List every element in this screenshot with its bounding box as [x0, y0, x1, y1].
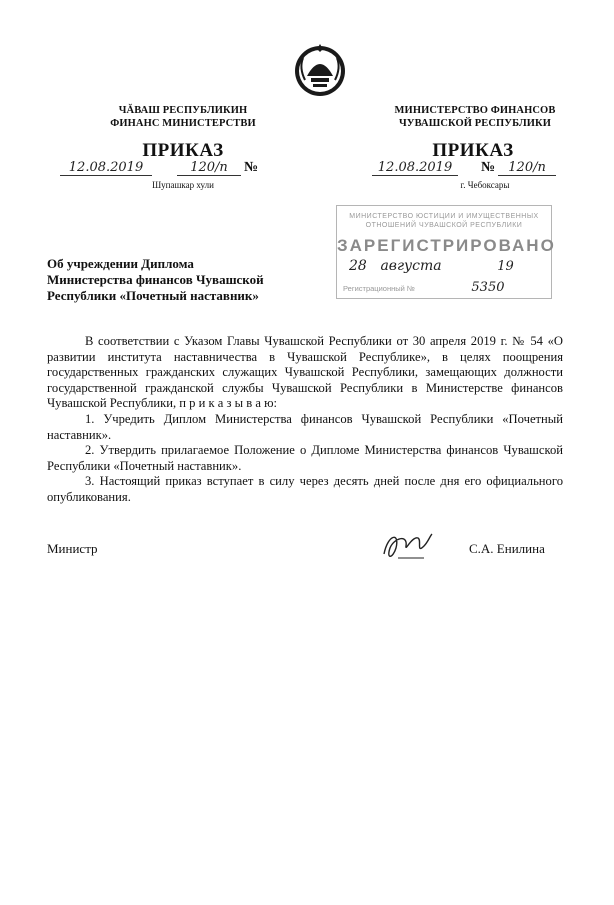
city-right: г. Чебоксары [460, 180, 510, 190]
number-left: 120/п [177, 160, 241, 176]
subject-line3: Республики «Почетный наставник» [47, 288, 259, 303]
stamp-reg-number: 5350 [471, 280, 505, 295]
date-right: 12.08.2019 [372, 160, 458, 176]
stamp-title: ЗАРЕГИСТРИРОВАНО [337, 236, 556, 255]
date-left: 12.08.2019 [60, 160, 152, 176]
stamp-date-day: 28 [349, 258, 367, 274]
order-body [47, 334, 563, 506]
body-paragraph-item1: 1. Учредить Диплом Министерства финансов Чувашской Республики «Почетный наставник». [47, 411, 563, 442]
city-left: Шупашкар хули [152, 180, 214, 190]
header-left-line2: ФИНАНС МИНИСТЕРСТВИ [110, 118, 256, 129]
registration-stamp [336, 205, 556, 299]
handwritten-signature [378, 528, 438, 564]
number-sign-right: № [481, 160, 496, 175]
prikaz-title-right: ПРИКАЗ [432, 140, 514, 161]
body-paragraph-item3: 3. Настоящий приказ вступает в силу через десять дней после дня его официального опубликования. [47, 474, 563, 504]
body-paragraph-preamble: В соответствии с Указом Главы Чувашской Республики от 30 апреля 2019 г. № 54 «О развитии института наставничества в Чувашской Республике», в целях поощрения государственных гражданских служащих Чувашской Республики, замещающих должности государственной гражданской службы Чувашской Республики в Министерстве финансов Чувашской Республики, п р и к а з ы в а ю: [47, 334, 563, 411]
subject-line2: Министерства финансов Чувашской [47, 272, 264, 287]
stamp-date [337, 258, 551, 274]
stamp-reg-row [337, 278, 551, 296]
stamp-date-month: августа [380, 258, 442, 274]
order-subject [47, 256, 327, 304]
stamp-date-year: 19 [497, 259, 514, 274]
stamp-reg-label: Регистрационный № [343, 284, 415, 293]
header-right-line2: ЧУВАШСКОЙ РЕСПУБЛИКИ [398, 118, 552, 129]
date-number-left [60, 160, 290, 176]
header-right-org [390, 104, 560, 130]
number-right: 120/п [498, 160, 556, 176]
header-left-line1: ЧĂВАШ РЕСПУБЛИКИН [118, 105, 248, 116]
header-left-org [98, 104, 268, 130]
date-number-right [372, 160, 592, 176]
stamp-org-line1: МИНИСТЕРСТВО ЮСТИЦИИ И ИМУЩЕСТВЕННЫХ [349, 213, 539, 220]
header-right-line1: МИНИСТЕРСТВО ФИНАНСОВ [394, 105, 556, 116]
stamp-org-line2: ОТНОШЕНИЙ ЧУВАШСКОЙ РЕСПУБЛИКИ [365, 222, 523, 229]
number-sign-left: № [244, 160, 259, 175]
coat-of-arms-emblem [293, 40, 347, 102]
prikaz-title-left: ПРИКАЗ [142, 140, 224, 161]
subject-line1: Об учреждении Диплома [47, 256, 194, 271]
body-paragraph-item2: 2. Утвердить прилагаемое Положение о Дипломе Министерства финансов Чувашской Республики «Почетный наставник». [47, 443, 563, 473]
signature-position: Министр [47, 541, 98, 556]
signature-name: С.А. Енилина [469, 541, 545, 556]
